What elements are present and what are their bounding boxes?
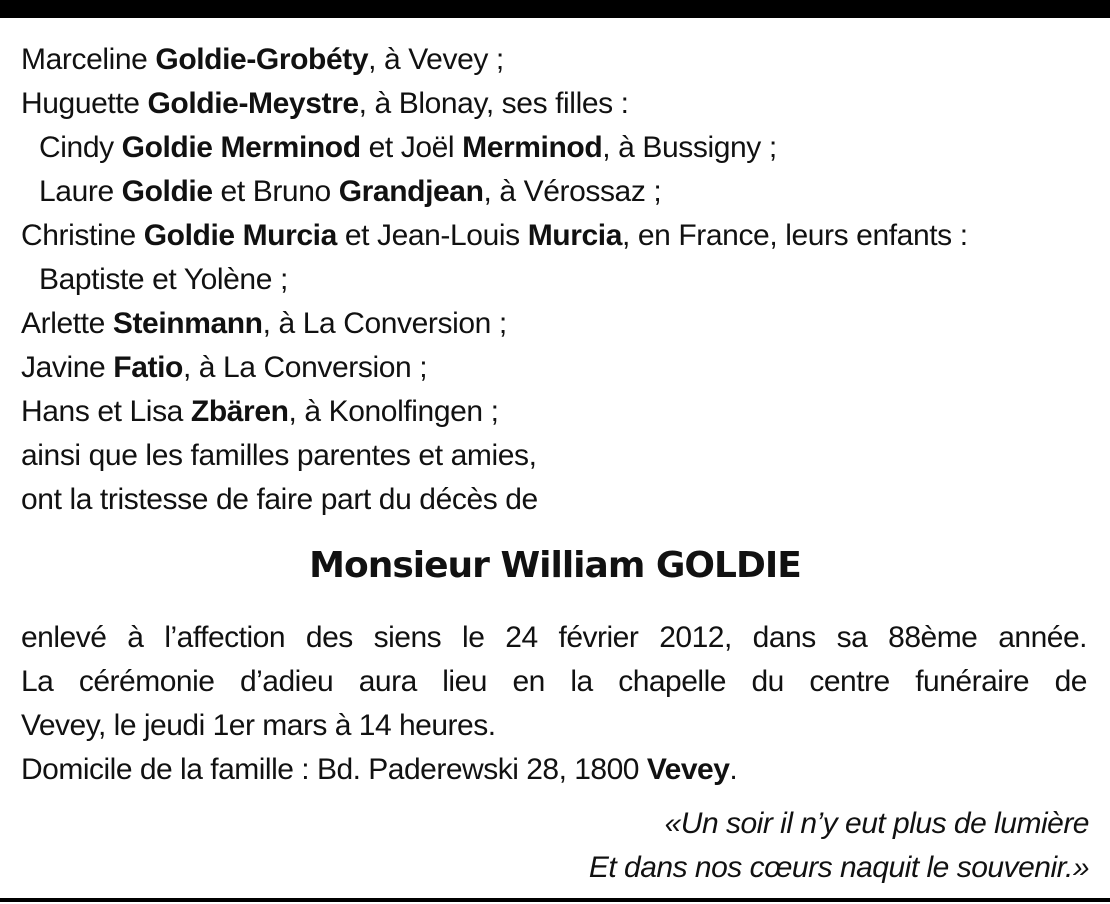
- quote-line: «Un soir il n’y eut plus de lumière: [664, 807, 1089, 840]
- place: , à Bussigny ;: [602, 131, 777, 164]
- domicile-line: [21, 748, 1087, 792]
- surname: Zbären: [190, 395, 289, 428]
- details-line: Vevey, le jeudi 1er mars à 14 heures.: [21, 709, 496, 742]
- details-line: La cérémonie d’adieu aura lieu en la chapelle du centre funéraire de: [21, 665, 1087, 698]
- place: , à Konolfingen ;: [288, 395, 499, 428]
- closing-line: ont la tristesse de faire part du décès de: [21, 483, 538, 516]
- bottom-rule: [0, 898, 1110, 902]
- surname: Goldie-Grobéty: [155, 43, 369, 76]
- surname: Goldie: [121, 175, 213, 208]
- surname: Goldie Merminod: [121, 131, 361, 164]
- surname: Fatio: [113, 351, 183, 384]
- partner-name: et Jean-Louis: [336, 219, 528, 252]
- memorial-quote: [589, 802, 1089, 890]
- partner-name: et Joël: [360, 131, 463, 164]
- family-line: [21, 170, 1089, 214]
- deceased-name: Monsieur William GOLDIE: [309, 545, 801, 586]
- quote-line: Et dans nos cœurs naquit le souvenir.»: [588, 851, 1089, 884]
- partner-name: et Bruno: [212, 175, 339, 208]
- family-line: [21, 214, 1089, 258]
- given-name: Huguette: [21, 87, 148, 120]
- surname: Steinmann: [112, 307, 263, 340]
- given-name: Arlette: [21, 307, 113, 340]
- surname: Merminod: [462, 131, 603, 164]
- closing-line: ainsi que les familles parentes et amies,: [21, 439, 537, 472]
- given-name: Javine: [21, 351, 114, 384]
- family-line: [21, 126, 1089, 170]
- details-line: enlevé à l’affection des siens le 24 février 2012, dans sa 88ème année.: [21, 621, 1087, 654]
- place: , à Blonay, ses filles :: [358, 87, 629, 120]
- family-line: [21, 258, 1089, 302]
- family-line: [21, 390, 1089, 434]
- top-rule: [0, 0, 1110, 18]
- surname: Murcia: [527, 219, 622, 252]
- given-name: Laure: [39, 175, 122, 208]
- surname: Grandjean: [338, 175, 484, 208]
- given-name: Baptiste et Yolène ;: [39, 263, 288, 296]
- family-line: [21, 346, 1089, 390]
- given-name: Christine: [21, 219, 144, 252]
- given-name: Marceline: [21, 43, 156, 76]
- surname: Goldie Murcia: [143, 219, 337, 252]
- given-name: Cindy: [39, 131, 122, 164]
- place: , à La Conversion ;: [182, 351, 428, 384]
- surname: Goldie-Meystre: [147, 87, 359, 120]
- family-line: [21, 82, 1089, 126]
- place: , en France, leurs enfants :: [621, 219, 968, 252]
- family-line: [21, 38, 1089, 82]
- ceremony-details: [21, 616, 1087, 792]
- family-list: [21, 38, 1089, 522]
- place: , à La Conversion ;: [262, 307, 507, 340]
- family-line: [21, 302, 1089, 346]
- domicile-address: Domicile de la famille : Bd. Paderewski 28, 1800: [21, 753, 647, 786]
- place: , à Vérossaz ;: [483, 175, 662, 208]
- given-name: Hans et Lisa: [21, 395, 191, 428]
- domicile-city: Vevey: [646, 753, 730, 786]
- place: , à Vevey ;: [368, 43, 504, 76]
- domicile-punctuation: .: [729, 753, 738, 786]
